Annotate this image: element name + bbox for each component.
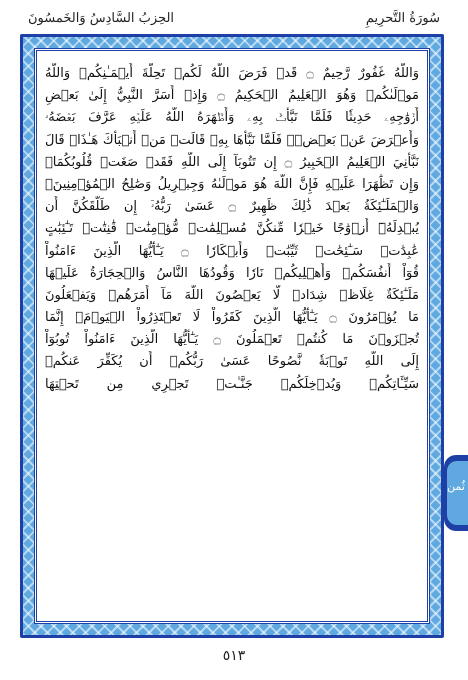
text-panel (34, 48, 430, 624)
text-line: وَأَعۡرَضَ عَنۢ بَعۡضٖۖ فَلَمَّا نَبَّأَهَا بِهِۦ قَالَتۡ مَنۡ أَنۢبَأَكَ هَـٰذَاۖ قَالَ (45, 132, 419, 148)
text-line: عَٰبِدَٰتٖ سَـٰٓئِحَٰتٖ ثَيِّبَٰتٖ وَأَبۡكَارٗا ۝ يَـٰٓأَيُّهَا الَّذِينَ ءَامَنُواْ (45, 243, 419, 259)
text-line: نَبَّأَنِيَ الۡعَلِيمُ الۡخَبِيرُ ۝ إِن تَتُوبَآ إِلَى اللَّهِ فَقَدۡ صَغَتۡ قُلُوبُكُمَاۖ (45, 154, 419, 170)
text-line: وَالۡمَلَـٰٓئِكَةُ بَعۡدَ ذَٰلِكَ ظَهِيرٌ ۝ عَسَىٰ رَبُّهُۥٓ إِن طَلَّقَكُنَّ أَن (45, 199, 419, 215)
ornamental-frame (20, 34, 444, 638)
marker-inner (447, 461, 468, 525)
hizb-name: الحِزبُ السَّادِسُ وَالخَمسُونَ (28, 10, 175, 26)
text-line: مَلَـٰٓئِكَةٌ غِلَاظٞ شِدَادٞ لَّا يَعۡصُونَ اللَّهَ مَآ أَمَرَهُمۡ وَيَفۡعَلُونَ (45, 287, 419, 303)
thumn-marker-label: ثُمن (447, 480, 465, 493)
text-line: وَاللَّهُ غَفُورٌ رَّحِيمٌ ۝ قَدۡ فَرَضَ اللَّهُ لَكُمۡ تَحِلَّةَ أَيۡمَـٰنِكُمۡ وَاللَّهُ (45, 66, 419, 81)
page-header (28, 6, 440, 30)
surah-name: سُورَةُ التَّحرِيمِ (365, 10, 440, 26)
text-line: وَإِن تَظَٰهَرَا عَلَيۡهِ فَإِنَّ اللَّهَ هُوَ مَوۡلَىٰهُ وَجِبۡرِيلُ وَصَٰلِحُ الۡمُؤۡمِنِينَۖ (45, 176, 419, 192)
text-line: تُجۡزَوۡنَ مَا كُنتُمۡ تَعۡمَلُونَ ۝ يَـٰٓأَيُّهَا الَّذِينَ ءَامَنُواْ تُوبُوٓاْ (45, 332, 419, 348)
text-line: قُوٓاْ أَنفُسَكُمۡ وَأَهۡلِيكُمۡ نَارٗا وَقُودُهَا النَّاسُ وَالۡحِجَارَةُ عَلَيۡهَا (45, 265, 419, 281)
text-line: مَوۡلَىٰكُمۡ وَهُوَ الۡعَلِيمُ الۡحَكِيمُ ۝ وَإِذۡ أَسَرَّ النَّبِيُّ إِلَىٰ بَعۡضِ (45, 88, 419, 104)
text-line: إِلَى اللَّهِ تَوۡبَةٗ نَّصُوحًا عَسَىٰ رَبُّكُمۡ أَن يُكَفِّرَ عَنكُمۡ (45, 354, 419, 370)
verse-text (45, 63, 419, 611)
thumn-marker-ornament (444, 455, 468, 531)
text-line: مَا يُؤۡمَرُونَ ۝ يَـٰٓأَيُّهَا الَّذِينَ كَفَرُواْ لَا تَعۡتَذِرُواْ الۡيَوۡمَۖ إِنَّمَا (45, 310, 419, 326)
text-line: سَيِّـَٔاتِكُمۡ وَيُدۡخِلَكُمۡ جَنَّـٰتٖ تَجۡرِي مِن تَحۡتِهَا (45, 376, 419, 392)
text-line: يُبۡدِلَهُۥٓ أَزۡوَٰجًا خَيۡرٗا مِّنكُنَّ مُسۡلِمَٰتٖ مُّؤۡمِنَٰتٖ قَٰنِتَٰتٖ تَـٰٓئِبَٰتٍ (45, 221, 419, 237)
page-number: ٥١٣ (222, 648, 246, 664)
text-line: أَزۡوَٰجِهِۦ حَدِيثٗا فَلَمَّا نَبَّأَتۡ بِهِۦ وَأَظۡهَرَهُ اللَّهُ عَلَيۡهِ عَرَّفَ بَعۡضَهُۥ (45, 110, 419, 126)
